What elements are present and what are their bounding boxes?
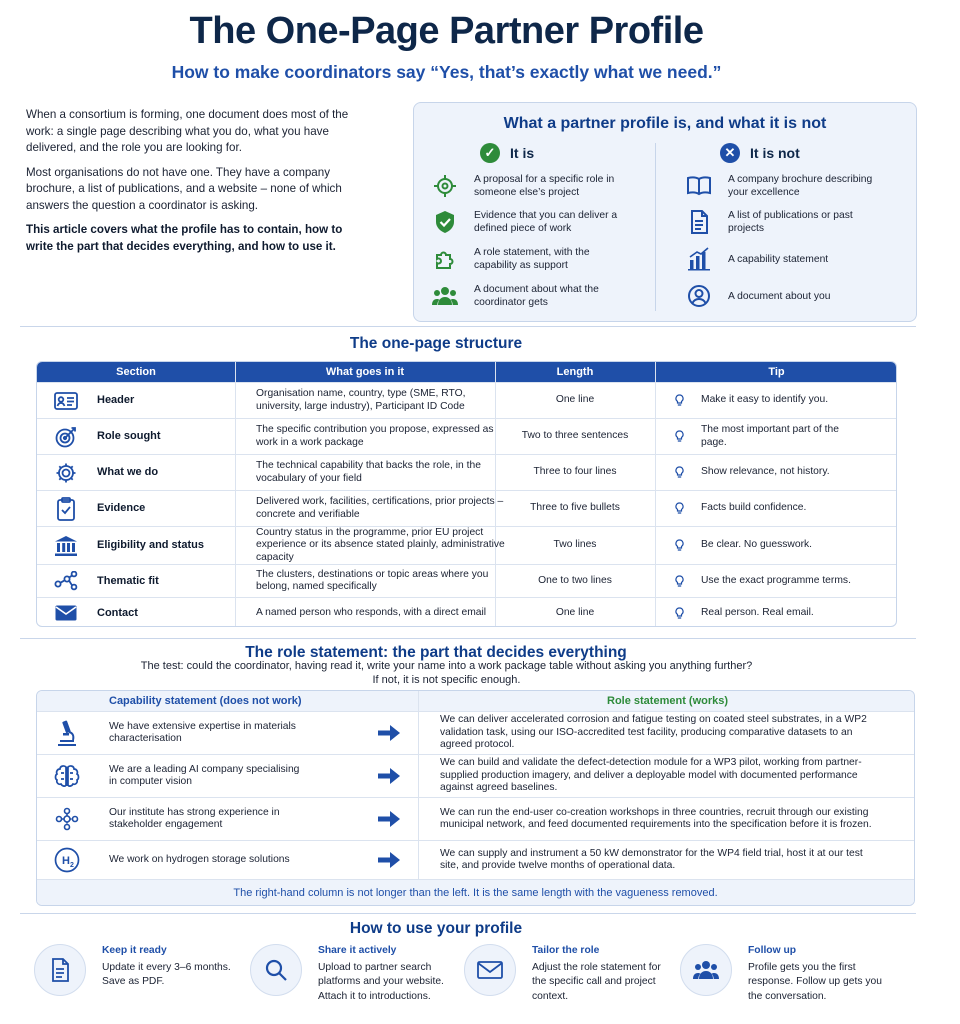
- use-item: [680, 944, 893, 1004]
- section-divider: [20, 326, 916, 327]
- role-statement-text: We can supply and instrument a 50 kW demonstrator for the WP4 field trial, host it at our test site, and provide twelve months of operational data.: [440, 847, 863, 871]
- is-not-panel: [413, 102, 917, 322]
- role-test-text: [0, 660, 893, 687]
- hydrogen-icon: [53, 841, 81, 879]
- section-divider: [20, 913, 916, 914]
- use-item: [250, 944, 458, 1004]
- bank-icon: [53, 527, 79, 564]
- not-item: [686, 283, 888, 309]
- use-title: How to use your profile: [349, 920, 523, 937]
- clipboard-check-icon: [53, 491, 79, 526]
- gear-icon: [53, 455, 79, 490]
- row-goes: A named person who responds, with a direct email: [256, 606, 487, 618]
- table-row: [37, 564, 896, 597]
- use-item-text: Profile gets you the first response. Follow up gets you the conversation.: [748, 961, 882, 1002]
- role-statement-title: The role statement: the part that decides everything: [245, 644, 627, 661]
- table-row: [37, 418, 896, 454]
- comparison-row: [37, 711, 914, 754]
- shield-check-icon: [432, 209, 458, 235]
- table-row: [37, 597, 896, 627]
- row-goes: The clusters, destinations or topic areas where you belong, named specifically: [256, 568, 489, 592]
- is-item-text: A role statement, with the capability as support: [474, 247, 590, 271]
- lightbulb-icon: [675, 502, 685, 515]
- comparison-row: [37, 754, 914, 797]
- row-tip-text: Make it easy to identify you.: [701, 394, 829, 406]
- header-goes: What goes in it: [325, 366, 405, 378]
- row-length: Two lines: [553, 539, 597, 551]
- row-section: What we do: [97, 466, 159, 479]
- is-item-text: Evidence that you can deliver a defined piece of work: [474, 210, 618, 234]
- is-item: [432, 173, 634, 199]
- comparison-row: [37, 797, 914, 840]
- lightbulb-icon: [675, 539, 685, 552]
- use-item-heading: Keep it ready: [102, 945, 167, 956]
- svg-text:H: H: [62, 855, 70, 867]
- microscope-icon: [53, 712, 81, 754]
- arrow-right-icon: [375, 755, 403, 797]
- is-item-text: A document about what the coordinator gets: [474, 284, 599, 308]
- header-length: Length: [556, 366, 594, 378]
- comparison-row: [37, 840, 914, 879]
- document-icon: [686, 209, 712, 235]
- structure-table-header: [37, 362, 896, 382]
- row-tip-text: Use the exact programme terms.: [701, 574, 851, 586]
- role-comparison-table: [36, 690, 915, 906]
- use-item-heading: Share it actively: [318, 945, 397, 956]
- lightbulb-icon: [675, 607, 685, 620]
- arrow-right-icon: [375, 712, 403, 754]
- not-item-text: A list of publications or past projects: [728, 210, 853, 234]
- is-item: [432, 246, 634, 272]
- row-length: Two to three sentences: [521, 430, 629, 442]
- table-row: [37, 454, 896, 490]
- not-item: [686, 209, 888, 235]
- row-tip: [675, 491, 885, 526]
- use-item-heading: Follow up: [748, 945, 797, 956]
- bullseye-icon: [53, 419, 79, 454]
- row-goes: Country status in the programme, prior EU project experience or its absence stated plainly, administrative capacity: [256, 526, 505, 563]
- row-section: Header: [97, 394, 135, 407]
- arrow-right-icon: [375, 798, 403, 840]
- row-length: One to two lines: [538, 574, 612, 586]
- role-table-header: [37, 691, 914, 711]
- row-tip: [675, 565, 885, 597]
- search-icon: [250, 944, 302, 996]
- not-item-text: A capability statement: [728, 253, 829, 265]
- use-item-heading: Tailor the role: [532, 945, 600, 956]
- header-section: Section: [116, 366, 156, 378]
- bar-chart-icon: [686, 246, 712, 272]
- capability-text: Our institute has strong experience in stakeholder engagement: [109, 806, 280, 830]
- is-item-text: A proposal for a specific role in someone else’s project: [474, 174, 615, 198]
- row-tip: [675, 455, 885, 490]
- row-tip-text: Facts build confidence.: [701, 502, 807, 514]
- row-tip-text: Real person. Real email.: [701, 606, 814, 618]
- stakeholders-icon: [53, 798, 81, 840]
- row-section: Evidence: [97, 502, 146, 515]
- is-label: It is: [510, 145, 535, 161]
- structure-title: The one-page structure: [349, 335, 523, 352]
- row-goes: The specific contribution you propose, expressed as work in a work package: [256, 424, 494, 448]
- not-label: It is not: [750, 145, 800, 161]
- table-row: [37, 526, 896, 564]
- row-tip: [675, 383, 885, 418]
- intro-paragraph: Most organisations do not have one. They have a company brochure, a list of publications, and a website – none of which answers the question a coordinator is asking.: [26, 165, 342, 212]
- row-section: Thematic fit: [97, 574, 159, 587]
- row-length: One line: [555, 606, 595, 618]
- role-header: Role statement (works): [607, 695, 729, 707]
- row-length: Three to four lines: [533, 466, 617, 478]
- not-item-text: A company brochure describing your excellence: [728, 174, 873, 198]
- header-tip: Tip: [768, 366, 785, 378]
- lightbulb-icon: [675, 466, 685, 479]
- share-nodes-icon: [53, 565, 79, 597]
- row-tip-text: Be clear. No guesswork.: [701, 539, 813, 551]
- not-column-header: [720, 143, 800, 163]
- use-item-text: Adjust the role statement for the specific call and project context.: [532, 961, 661, 1002]
- use-item-text: Upload to partner search platforms and your website. Attach it to introductions.: [318, 961, 444, 1002]
- capability-text: We are a leading AI company specialising in computer vision: [109, 763, 300, 787]
- role-statement-text: We can build and validate the defect-detection module for a WP3 pilot, working from partner-supplied production imagery, and deliver a deployable model with documented performance against agreed baselines.: [440, 757, 862, 794]
- is-item: [432, 283, 634, 309]
- envelope-icon: [464, 944, 516, 996]
- row-section: Contact: [97, 606, 138, 619]
- row-tip: [675, 419, 885, 454]
- row-tip-text: The most important part of the page.: [701, 424, 839, 448]
- not-item: [686, 173, 888, 199]
- document-icon: [34, 944, 86, 996]
- people-icon: [432, 283, 458, 309]
- use-item: [464, 944, 672, 1004]
- intro-summary: This article covers what the profile has to contain, how to write the part that decides everything, and how to use it.: [26, 223, 343, 253]
- book-icon: [686, 173, 712, 199]
- id-card-icon: [53, 383, 79, 418]
- people-icon: [680, 944, 732, 996]
- row-tip: [675, 527, 885, 564]
- structure-table: [36, 361, 897, 627]
- capability-text: We have extensive expertise in materials characterisation: [109, 720, 296, 744]
- envelope-icon: [53, 598, 79, 627]
- row-tip: [675, 598, 885, 627]
- target-icon: [432, 173, 458, 199]
- role-statement-text: We can deliver accelerated corrosion and fatigue testing on coated steel substrates, in a WP2 validation task, using our ISO-accredited test facility, producing comparative datasets to an agreed protocol.: [440, 714, 867, 751]
- role-test-line: The test: could the coordinator, having read it, write your name into a work package table without asking you anything further?: [140, 660, 753, 672]
- puzzle-icon: [432, 246, 458, 272]
- role-table-footer: The right-hand column is not longer than the left. It is the same length with the vagueness removed.: [37, 879, 914, 906]
- lightbulb-icon: [675, 575, 685, 588]
- row-goes: Delivered work, facilities, certifications, prior projects – concrete and verifiable: [256, 496, 504, 520]
- x-icon: ✕: [720, 143, 740, 163]
- use-item: [34, 944, 247, 996]
- is-item: [432, 209, 634, 235]
- role-statement-text: We can run the end-user co-creation workshops in three countries, recruit through our existing municipal network, and feed documented requirements into the specification before it is frozen.: [440, 806, 872, 830]
- not-item-text: A document about you: [728, 290, 831, 302]
- brain-icon: [53, 755, 81, 797]
- use-item-text: Update it every 3–6 months. Save as PDF.: [102, 961, 231, 987]
- row-goes: The technical capability that backs the role, in the vocabulary of your field: [256, 460, 481, 484]
- lightbulb-icon: [675, 394, 685, 407]
- page-title: The One-Page Partner Profile: [189, 10, 704, 52]
- lightbulb-icon: [675, 430, 685, 443]
- row-tip-text: Show relevance, not history.: [701, 466, 830, 478]
- role-test-line: If not, it is not specific enough.: [372, 673, 521, 686]
- section-divider: [20, 638, 916, 639]
- page-subtitle: How to make coordinators say “Yes, that’s exactly what we need.”: [171, 62, 722, 82]
- is-column-header: [480, 143, 534, 163]
- arrow-right-icon: [375, 841, 403, 879]
- user-circle-icon: [686, 283, 712, 309]
- intro-paragraph: When a consortium is forming, one document does most of the work: a single page describing what you do, what you have delivered, and the role you are looking for.: [26, 108, 349, 154]
- row-length: Three to five bullets: [530, 502, 620, 514]
- row-section: Role sought: [97, 430, 161, 443]
- svg-text:2: 2: [70, 862, 74, 869]
- row-goes: Organisation name, country, type (SME, RTO, university, large industry), Participant ID Code: [256, 388, 466, 412]
- is-not-title: What a partner profile is, and what it is not: [503, 115, 827, 132]
- capability-header: Capability statement (does not work): [109, 695, 302, 707]
- not-item: [686, 246, 888, 272]
- check-icon: ✓: [480, 143, 500, 163]
- row-length: One line: [555, 394, 595, 406]
- capability-text: We work on hydrogen storage solutions: [109, 853, 290, 865]
- intro-text: [26, 107, 366, 263]
- table-row: [37, 490, 896, 526]
- column-divider: [655, 143, 656, 311]
- row-section: Eligibility and status: [97, 539, 204, 552]
- table-row: [37, 382, 896, 418]
